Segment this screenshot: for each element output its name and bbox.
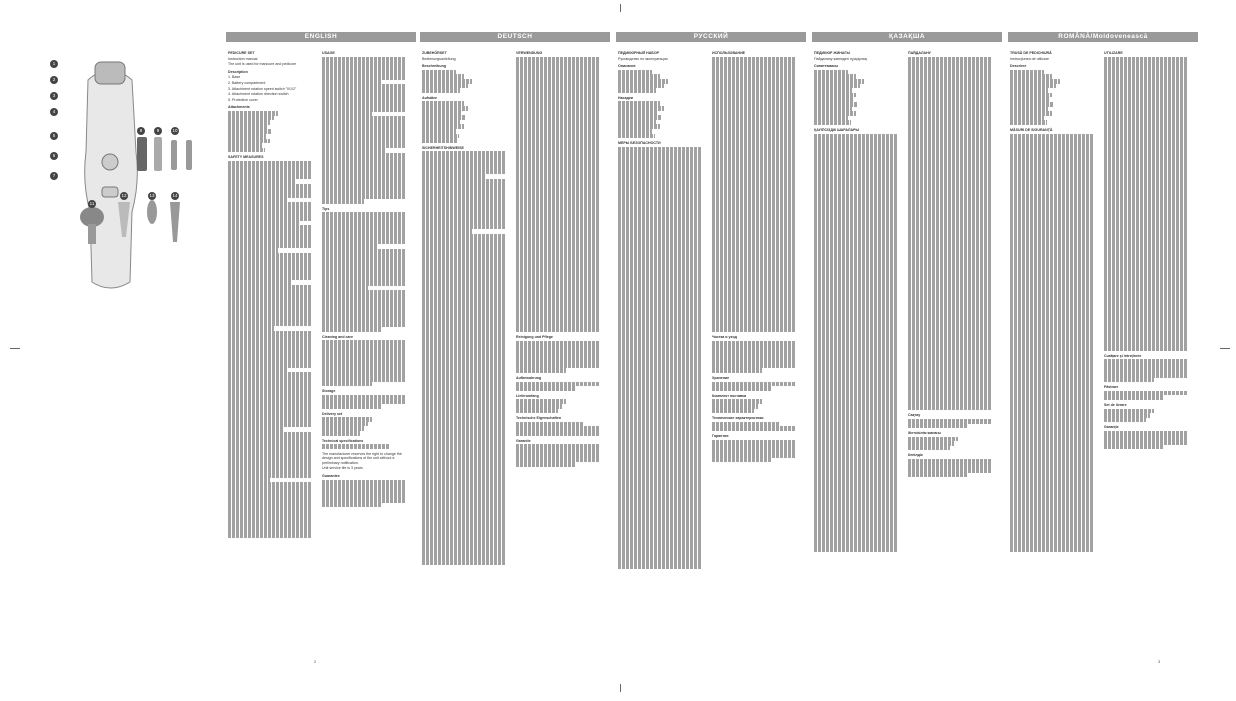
figure-label: 9 xyxy=(154,127,162,135)
heading: Насадки xyxy=(618,95,633,100)
text-block xyxy=(516,341,600,373)
figure-label: 5 xyxy=(50,132,58,140)
text-block xyxy=(322,212,406,331)
section-english xyxy=(226,32,416,672)
text-column xyxy=(422,48,506,565)
figure-label: 8 xyxy=(137,127,145,135)
figure-label: 11 xyxy=(89,201,95,206)
section-romanian xyxy=(1008,32,1198,672)
language-header: DEUTSCH xyxy=(420,32,610,42)
heading: Attachments xyxy=(228,105,250,110)
crop-mark xyxy=(1220,348,1230,349)
text-block xyxy=(322,57,406,204)
heading: UTILIZARE xyxy=(1104,51,1123,55)
text-block xyxy=(516,399,600,413)
text-block xyxy=(814,134,898,552)
heading: ПЕДИКЮР ЖИНАҒЫ xyxy=(814,51,850,55)
text-block xyxy=(618,70,702,93)
heading: Technical specifications xyxy=(322,438,364,443)
heading: Garantie xyxy=(516,438,531,443)
list-item: 2. Battery compartment xyxy=(228,80,266,85)
text-block xyxy=(1104,391,1188,400)
heading: ПЕДИКЮРНЫЙ НАБОР xyxy=(618,51,660,55)
text-block xyxy=(1104,57,1188,351)
heading: Aufbewahrung xyxy=(516,375,542,380)
heading: ПАЙДАЛАНУ xyxy=(908,51,931,55)
heading: ҚАУІПСІЗДІК ШАРАЛАРЫ xyxy=(814,127,860,132)
heading: Гарантия xyxy=(712,433,729,438)
heading: ZUBEHÖRSET xyxy=(422,51,447,55)
product-illustration xyxy=(40,32,220,672)
text-block xyxy=(712,440,796,463)
text-column xyxy=(228,48,312,538)
heading: Описание xyxy=(618,64,636,69)
figure-label: 4 xyxy=(50,108,58,116)
heading: Сипаттамасы xyxy=(814,64,839,69)
figure-label: 14 xyxy=(172,193,178,198)
text-block xyxy=(322,395,406,409)
list-item: 4. Attachment rotation direction switch xyxy=(228,92,289,97)
heading: Кепілдік xyxy=(908,453,923,458)
text-block xyxy=(1010,70,1094,125)
figure-label: 13 xyxy=(149,193,155,198)
heading: TRUSĂ DE PEDICHIURĂ xyxy=(1010,51,1052,55)
language-header: ҚАЗАҚША xyxy=(812,32,1002,42)
heading: Cleaning and care xyxy=(322,334,353,339)
heading: Technische Eigenschaften xyxy=(516,416,562,421)
heading: Сақтау xyxy=(908,413,921,418)
page-number: 3 xyxy=(1158,659,1161,664)
figure-label: 7 xyxy=(50,172,58,180)
text-column xyxy=(1010,48,1094,552)
text-block xyxy=(1104,409,1188,423)
text-block xyxy=(422,101,506,142)
heading: USAGE xyxy=(322,51,335,55)
text-column xyxy=(1104,48,1188,449)
list-item: 5. Protective cover xyxy=(228,97,258,102)
figure-label: 10 xyxy=(172,128,178,133)
heading: Descriere xyxy=(1010,64,1027,69)
heading: PEDICURE SET xyxy=(228,51,255,55)
subheading: Руководство по эксплуатации xyxy=(618,56,668,61)
heading: SAFETY MEASURES xyxy=(228,155,264,160)
text-block xyxy=(908,57,992,411)
language-header: ENGLISH xyxy=(226,32,416,42)
heading: Storage xyxy=(322,389,336,394)
text-column xyxy=(712,48,796,462)
crop-mark xyxy=(620,4,621,12)
text-block xyxy=(322,444,406,449)
crop-mark xyxy=(620,684,621,692)
subheading: Instruction manual xyxy=(228,56,258,61)
product-illustration-panel xyxy=(40,32,220,672)
text-block xyxy=(516,382,600,391)
text-block xyxy=(712,382,796,391)
subheading: Instrucţiunea de utilizare xyxy=(1010,56,1049,61)
heading: Aufsätze xyxy=(422,95,437,100)
text-block xyxy=(1010,134,1094,552)
text-block xyxy=(228,161,312,538)
text-block xyxy=(908,419,992,428)
figure-label: 2 xyxy=(50,76,58,84)
figure-label: 12 xyxy=(121,193,127,198)
text-block xyxy=(908,459,992,477)
heading: Păstrare xyxy=(1104,385,1119,390)
text-block xyxy=(422,70,506,93)
figure-label: 3 xyxy=(50,92,58,100)
subheading: Bedienungsanleitung xyxy=(422,56,456,61)
heading: Garanţie xyxy=(1104,425,1119,430)
heading: ИСПОЛЬЗОВАНИЕ xyxy=(712,51,746,55)
heading: Lieferumfang xyxy=(516,393,539,398)
heading: Хранение xyxy=(712,375,730,380)
text-block xyxy=(516,444,600,467)
text-block xyxy=(516,422,600,436)
heading: Чистка и уход xyxy=(712,335,737,340)
heading: Beschreibung xyxy=(422,64,446,69)
paragraph: The unit is used for manicure and pedicure xyxy=(228,62,297,67)
text-block xyxy=(618,101,702,138)
text-block xyxy=(712,422,796,431)
heading: Set de livrare xyxy=(1104,402,1127,407)
figure-label: 1 xyxy=(50,60,58,68)
section-german xyxy=(420,32,610,672)
text-block xyxy=(814,70,898,125)
heading: Жеткізілім жинағы xyxy=(908,431,941,436)
text-block xyxy=(908,437,992,451)
text-block xyxy=(1104,431,1188,449)
crop-mark xyxy=(10,348,20,349)
service-life: Unit service life is 3 years xyxy=(322,466,363,471)
language-header: ROMÂNĂ/Moldovenească xyxy=(1008,32,1198,42)
heading: SICHERHEITSHINWEISE xyxy=(422,145,464,150)
text-block xyxy=(322,417,406,435)
text-block xyxy=(322,340,406,386)
disclaimer: The manufacturer reserves the right to change the design and specifications of the unit without a preliminary notification. xyxy=(322,451,402,465)
heading: Curăţare şi întreţinere xyxy=(1104,353,1142,358)
heading: Технические характеристики xyxy=(712,416,764,421)
language-header: РУССКИЙ xyxy=(616,32,806,42)
heading: МЕРЫ БЕЗОПАСНОСТИ xyxy=(618,141,661,146)
text-block xyxy=(712,57,796,333)
list-item: 1. Base xyxy=(228,75,241,80)
page-number: 2 xyxy=(314,659,317,664)
text-column xyxy=(908,48,992,477)
heading: Tips xyxy=(322,206,330,211)
text-block xyxy=(322,480,406,508)
heading: Комплект поставки xyxy=(712,393,747,398)
list-item: 3. Attachment rotation speed switch "0/1/2" xyxy=(228,86,297,91)
text-block xyxy=(422,151,506,564)
subheading: Пайдалану жөніндегі нұсқаулық xyxy=(814,56,868,61)
text-block xyxy=(618,147,702,570)
heading: VERWENDUNG xyxy=(516,51,543,55)
text-column xyxy=(618,48,702,569)
figure-label: 6 xyxy=(50,152,58,160)
manual-sheet xyxy=(40,18,1200,678)
text-column xyxy=(516,48,600,467)
text-block xyxy=(516,57,600,333)
text-column xyxy=(814,48,898,552)
heading: Delivery set xyxy=(322,411,343,416)
text-block xyxy=(228,111,312,152)
heading: Guarantee xyxy=(322,474,340,479)
text-block xyxy=(712,399,796,413)
section-russian xyxy=(616,32,806,672)
text-column xyxy=(322,48,406,507)
text-block xyxy=(712,341,796,373)
heading: MĂSURI DE SIGURANŢĂ xyxy=(1010,127,1053,132)
text-block xyxy=(1104,359,1188,382)
section-kazakh xyxy=(812,32,1002,672)
heading: Description xyxy=(228,69,248,74)
heading: Reinigung und Pflege xyxy=(516,335,553,340)
